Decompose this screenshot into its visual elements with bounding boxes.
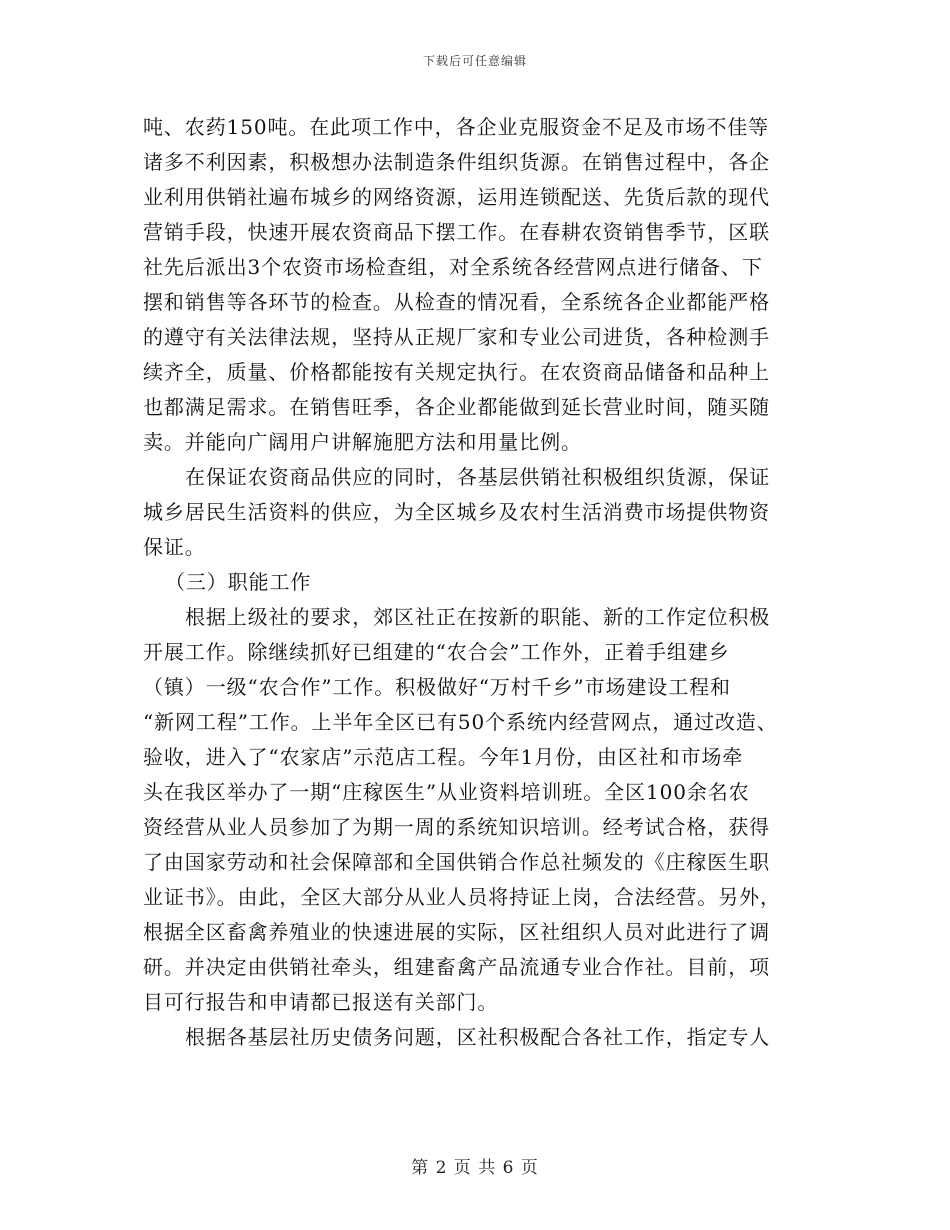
paragraph-line: 验收，进入了“农家店”示范店工程。今年1月份，由区社和市场牵 (143, 745, 744, 769)
paragraph-line: 在保证农资商品供应的同时，各基层供销社积极组织货源，保证 (185, 465, 771, 489)
paragraph-line: 业利用供销社遍布城乡的网络资源，运用连锁配送、先货后款的现代 (143, 185, 770, 209)
paragraph-line: 诸多不利因素，积极想办法制造条件组织货源。在销售过程中，各企 (143, 150, 770, 174)
paragraph-line: 的遵守有关法律法规，坚持从正规厂家和专业公司进货，各种检测手 (143, 325, 770, 349)
document-body (143, 110, 803, 1055)
paragraph-line: 目可行报告和申请都已报送有关部门。 (143, 990, 499, 1014)
paragraph-line: 资经营从业人员参加了为期一周的系统知识培训。经考试合格，获得 (143, 815, 770, 839)
section-heading: （三）职能工作 (165, 570, 312, 594)
paragraph-line: 营销手段，快速开展农资商品下摆工作。在春耕农资销售季节，区联 (143, 220, 770, 244)
paragraph-line: 头在我区举办了一期“庄稼医生”从业资料培训班。全区100余名农 (143, 780, 750, 804)
paragraph-line: 保证。 (143, 535, 206, 559)
page-number-footer: 第 2 页 共 6 页 (411, 1158, 539, 1178)
paragraph-line: 根据全区畜禽养殖业的快速进展的实际，区社组织人员对此进行了调 (143, 920, 770, 944)
paragraph-line: 也都满足需求。在销售旺季，各企业都能做到延长营业时间，随买随 (143, 395, 770, 419)
paragraph-line: 社先后派出3个农资市场检查组，对全系统各经营网点进行储备、下 (143, 255, 763, 279)
paragraph-line: 根据各基层社历史债务问题，区社积极配合各社工作，指定专人 (185, 1025, 771, 1049)
paragraph-line: 摆和销售等各环节的检查。从检查的情况看，全系统各企业都能严格 (143, 290, 770, 314)
paragraph-line: 卖。并能向广阔用户讲解施肥方法和用量比例。 (143, 430, 582, 454)
paragraph-line: 了由国家劳动和社会保障部和全国供销合作总社频发的《庄稼医生职 (143, 850, 770, 874)
paragraph-line: 研。并决定由供销社牵头，组建畜禽产品流通专业合作社。目前，项 (143, 955, 770, 979)
paragraph-line: 根据上级社的要求，郊区社正在按新的职能、新的工作定位积极 (185, 605, 771, 629)
paragraph-line: 业证书》。由此，全区大部分从业人员将持证上岗，合法经营。另外， (143, 885, 781, 909)
paragraph-line: “新网工程”工作。上半年全区已有50个系统内经营网点，通过改造、 (143, 710, 778, 734)
paragraph-line: 吨、农药150吨。在此项工作中，各企业克服资金不足及市场不佳等 (143, 115, 770, 139)
paragraph-line: 城乡居民生活资料的供应，为全区城乡及农村生活消费市场提供物资 (143, 500, 770, 524)
paragraph-line: 开展工作。除继续抓好已组建的“农合会”工作外，正着手组建乡 (143, 640, 730, 664)
page-header: 下载后可任意编辑 (422, 54, 527, 68)
paragraph-line: 续齐全，质量、价格都能按有关规定执行。在农资商品储备和品种上 (143, 360, 770, 384)
paragraph-line: （镇）一级“农合作”工作。积极做好“万村千乡”市场建设工程和 (143, 675, 731, 699)
